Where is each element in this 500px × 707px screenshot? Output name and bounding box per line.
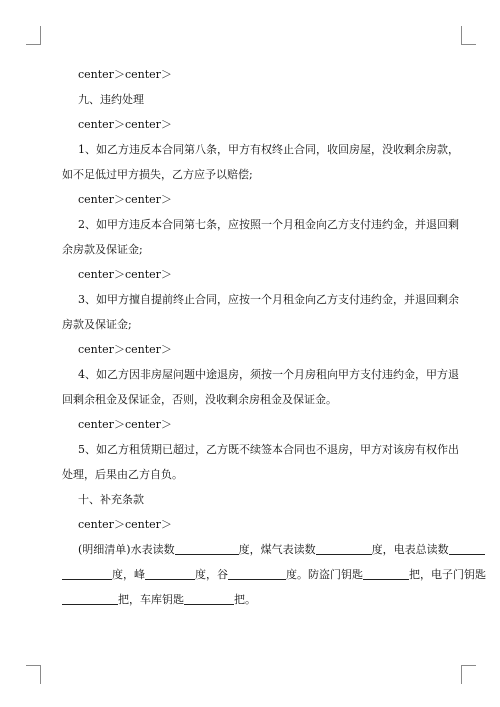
- gas-reading-blank: [316, 542, 372, 555]
- marker-line: center＞center＞: [78, 68, 172, 81]
- crop-mark-top-right: [461, 26, 476, 45]
- clause-4-line-1: 4、如乙方因非房屋问题中途退房，须按一个月房租向甲方支付违约金，甲方退: [78, 368, 459, 381]
- clause-5-line-2: 处理，后果由乙方自负。: [62, 468, 183, 481]
- clause-4-line-2: 回剩余租金及保证金，否则，没收剩余房租金及保证金。: [62, 393, 337, 406]
- peak-reading-blank: [145, 567, 195, 580]
- crop-mark-bottom-left: [26, 665, 41, 684]
- door-key-blank: [363, 567, 409, 580]
- section-heading-9: 九、违约处理: [78, 93, 144, 106]
- details-line-2: [62, 562, 486, 587]
- details-end-label: 把。: [234, 593, 256, 606]
- document-body: [62, 62, 486, 612]
- garage-key-blank: [184, 592, 234, 605]
- clause-2-line-2: 余房款及保证金;: [62, 243, 143, 256]
- marker-line: center＞center＞: [78, 518, 172, 531]
- marker-line: center＞center＞: [78, 118, 172, 131]
- marker-line: center＞center＞: [78, 418, 172, 431]
- clause-3-line-2: 房款及保证金;: [62, 318, 132, 331]
- marker-line: center＞center＞: [78, 193, 172, 206]
- details-elec-label: 度，电表总读数: [371, 543, 449, 556]
- details-line-1: [62, 537, 449, 562]
- clause-1-line-1: 1、如乙方违反本合同第八条，甲方有权终止合同，收回房屋，没收剩余房款，: [78, 143, 459, 156]
- marker-line: center＞center＞: [78, 268, 172, 281]
- elec-reading-blank: [449, 542, 485, 555]
- clause-3-line-1: 3、如甲方擅自提前终止合同，应按一个月租金向乙方支付违约金，并退回剩余: [78, 293, 459, 306]
- marker-line: center＞center＞: [78, 343, 172, 356]
- details-line-3: [62, 587, 438, 612]
- water-reading-blank: [175, 542, 239, 555]
- e-key-blank: [62, 592, 118, 605]
- details-valley-label: 度，谷: [195, 568, 228, 581]
- details-garage-key-label: 把，车库钥匙: [118, 593, 184, 606]
- section-heading-10: 十、补充条款: [78, 493, 144, 506]
- details-peak-label: 度，峰: [112, 568, 145, 581]
- crop-mark-top-left: [26, 26, 41, 45]
- elec-reading-blank-cont: [62, 567, 112, 580]
- details-water-label: (明细清单)水表读数: [78, 543, 175, 556]
- clause-2-line-1: 2、如甲方违反本合同第七条，应按照一个月租金向乙方支付违约金，并退回剩: [78, 218, 459, 231]
- details-door-key-label: 度。防盗门钥匙: [286, 568, 363, 581]
- clause-1-line-2: 如不足低过甲方损失，乙方应予以赔偿;: [62, 168, 253, 181]
- crop-mark-bottom-right: [461, 665, 476, 684]
- clause-5-line-1: 5、如乙方租赁期已超过，乙方既不续签本合同也不退房，甲方对该房有权作出: [78, 443, 459, 456]
- details-gas-label: 度，煤气表读数: [238, 543, 316, 556]
- valley-reading-blank: [228, 567, 286, 580]
- details-e-key-label: 把，电子门钥匙: [409, 568, 486, 581]
